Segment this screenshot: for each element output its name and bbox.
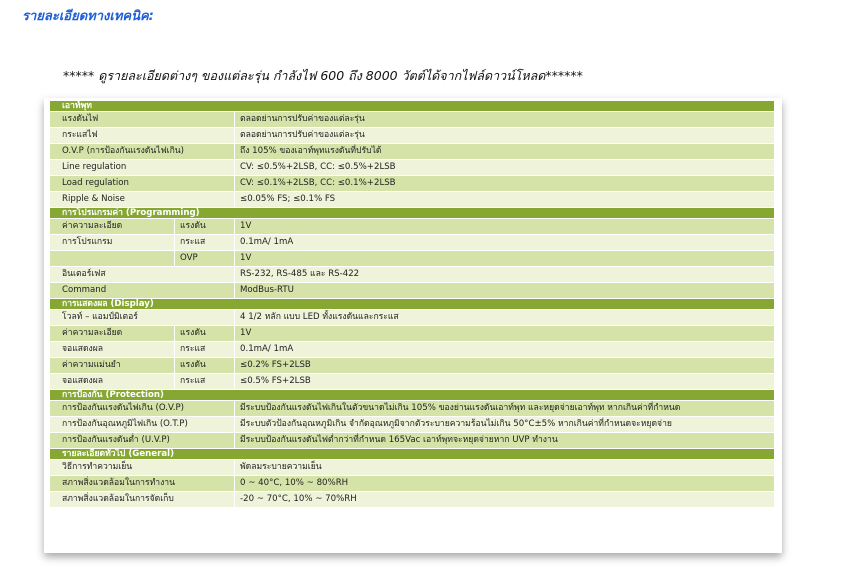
spec-value: มีระบบป้องกันแรงดันไฟเกินในตัวขนาดไม่เกิน 105% ของย่านแรงดันเอาท์พุท และหยุดจ่ายเอาท์พุท หากเกินค่าที่กำหนด (240, 403, 681, 413)
spec-label: จอแสดงผล (62, 344, 104, 354)
spec-row (50, 358, 774, 374)
spec-row (50, 192, 774, 208)
spec-label: สภาพสิ่งแวดล้อมในการจัดเก็บ (62, 494, 174, 504)
spec-label: สภาพสิ่งแวดล้อมในการทำงาน (62, 478, 175, 488)
spec-sublabel: กระแส (180, 376, 206, 386)
cell-divider (234, 128, 235, 143)
spec-value: มีระบบป้องกันแรงดันไฟต่ำกว่าที่กำหนด 165Vac เอาท์พุทจะหยุดจ่ายหาก UVP ทำงาน (240, 435, 558, 445)
spec-value: ≤0.05% FS; ≤0.1% FS (240, 194, 336, 204)
cell-divider (234, 401, 235, 416)
spec-value: 1V (240, 328, 252, 338)
cell-divider (234, 492, 235, 507)
cell-divider (234, 374, 235, 389)
spec-row (50, 433, 774, 449)
spec-value: ≤0.2% FS+2LSB (240, 360, 311, 370)
cell-divider (234, 417, 235, 432)
spec-table (50, 101, 774, 508)
spec-value: ModBus-RTU (240, 285, 294, 295)
cell-divider (174, 219, 175, 234)
section-title: เอาท์พุท (62, 101, 92, 111)
cell-divider (234, 160, 235, 175)
spec-value: 0 ~ 40°C, 10% ~ 80%RH (240, 478, 349, 488)
cell-divider (234, 358, 235, 373)
spec-value: CV: ≤0.1%+2LSB, CC: ≤0.1%+2LSB (240, 178, 396, 188)
spec-row (50, 251, 774, 267)
spec-label (62, 251, 172, 266)
cell-divider (234, 310, 235, 325)
spec-row (50, 342, 774, 358)
spec-label: แรงดันไฟ (62, 114, 99, 124)
section-header (50, 101, 774, 112)
cell-divider (174, 235, 175, 250)
cell-divider (234, 460, 235, 475)
cell-divider (234, 476, 235, 491)
cell-divider (174, 374, 175, 389)
spec-label: อินเตอร์เฟส (62, 269, 106, 279)
spec-row (50, 326, 774, 342)
section-title: การป้องกัน (Protection) (62, 390, 164, 400)
spec-label: กระแสไฟ (62, 130, 98, 140)
cell-divider (174, 326, 175, 341)
spec-row (50, 160, 774, 176)
spec-label: วิธีการทำความเย็น (62, 462, 133, 472)
cell-divider (174, 251, 175, 266)
spec-row (50, 283, 774, 299)
spec-row (50, 417, 774, 433)
spec-value: 0.1mA/ 1mA (240, 344, 294, 354)
cell-divider (234, 342, 235, 357)
spec-label: O.V.P (การป้องกันแรงดันไฟเกิน) (62, 146, 185, 156)
cell-divider (234, 176, 235, 191)
section-title: การโปรแกรมค่า (Programming) (62, 208, 200, 218)
spec-label: การป้องกันแรงดันไฟเกิน (O.V.P) (62, 403, 185, 413)
spec-sublabel: OVP (180, 253, 198, 263)
spec-row (50, 144, 774, 160)
section-header (50, 390, 774, 401)
cell-divider (174, 358, 175, 373)
spec-value: พัดลมระบายความเย็น (240, 462, 322, 472)
spec-label: จอแสดงผล (62, 376, 104, 386)
section-header (50, 208, 774, 219)
spec-value: CV: ≤0.5%+2LSB, CC: ≤0.5%+2LSB (240, 162, 396, 172)
spec-row (50, 219, 774, 235)
spec-row (50, 460, 774, 476)
spec-label: Command (62, 285, 107, 295)
spec-row (50, 128, 774, 144)
cell-divider (234, 433, 235, 448)
section-header (50, 299, 774, 310)
spec-sublabel: กระแส (180, 237, 206, 247)
spec-row (50, 267, 774, 283)
cell-divider (234, 112, 235, 127)
spec-value: ตลอดย่านการปรับค่าของแต่ละรุ่น (240, 130, 365, 140)
spec-row (50, 112, 774, 128)
spec-value: 1V (240, 253, 252, 263)
spec-row (50, 401, 774, 417)
spec-label: Load regulation (62, 178, 129, 188)
spec-table-panel (44, 98, 782, 553)
spec-value: 1V (240, 221, 252, 231)
spec-value: ตลอดย่านการปรับค่าของแต่ละรุ่น (240, 114, 365, 124)
spec-label: ค่าความละเอียด (62, 221, 123, 231)
spec-row (50, 176, 774, 192)
cell-divider (234, 235, 235, 250)
section-title: รายละเอียดทั่วไป (General) (62, 449, 174, 459)
spec-label: การป้องกันแรงดันต่ำ (U.V.P) (62, 435, 170, 445)
spec-value: RS-232, RS-485 และ RS-422 (240, 269, 360, 279)
spec-label: การป้องกันอุณหภูมิไฟเกิน (O.T.P) (62, 419, 188, 429)
spec-label: Ripple & Noise (62, 194, 125, 204)
cell-divider (234, 219, 235, 234)
cell-divider (234, 283, 235, 298)
spec-label: การโปรแกรม (62, 237, 113, 247)
spec-sublabel: แรงดัน (180, 360, 206, 370)
download-note: ***** ดูรายละเอียดต่างๆ ของแต่ละรุ่น กำลังไฟ 600 ถึง 8000 วัตต์ได้จากไฟล์ดาวน์โหลด****** (63, 68, 583, 83)
cell-divider (234, 144, 235, 159)
spec-row (50, 310, 774, 326)
cell-divider (234, 267, 235, 282)
spec-value: ≤0.5% FS+2LSB (240, 376, 311, 386)
spec-label: Line regulation (62, 162, 127, 172)
page-title: รายละเอียดทางเทคนิค: (22, 9, 154, 24)
cell-divider (234, 251, 235, 266)
spec-value: 4 1/2 หลัก แบบ LED ทั้งแรงดันและกระแส (240, 312, 399, 322)
spec-value: 0.1mA/ 1mA (240, 237, 294, 247)
cell-divider (174, 342, 175, 357)
spec-row (50, 492, 774, 508)
spec-value: มีระบบตัวป้องกันอุณหภูมิเกิน จำกัดอุณหภูมิจากตัวระบายความร้อนไม่เกิน 50°C±5% หากเกินค่าที่กำหนดจะหยุดจ่าย (240, 419, 672, 429)
spec-value: ถึง 105% ของเอาท์พุทแรงดันที่ปรับได้ (240, 146, 382, 156)
spec-label: โวลท์ – แอมป์มิเตอร์ (62, 312, 138, 322)
spec-value: -20 ~ 70°C, 10% ~ 70%RH (240, 494, 357, 504)
spec-sublabel: แรงดัน (180, 328, 206, 338)
spec-sublabel: แรงดัน (180, 221, 206, 231)
section-title: การแสดงผล (Display) (62, 299, 154, 309)
spec-row (50, 476, 774, 492)
spec-sublabel: กระแส (180, 344, 206, 354)
spec-row (50, 374, 774, 390)
spec-label: ค่าความละเอียด (62, 328, 123, 338)
cell-divider (234, 326, 235, 341)
spec-label: ค่าความแม่นยำ (62, 360, 121, 370)
section-header (50, 449, 774, 460)
cell-divider (234, 192, 235, 207)
spec-row (50, 235, 774, 251)
